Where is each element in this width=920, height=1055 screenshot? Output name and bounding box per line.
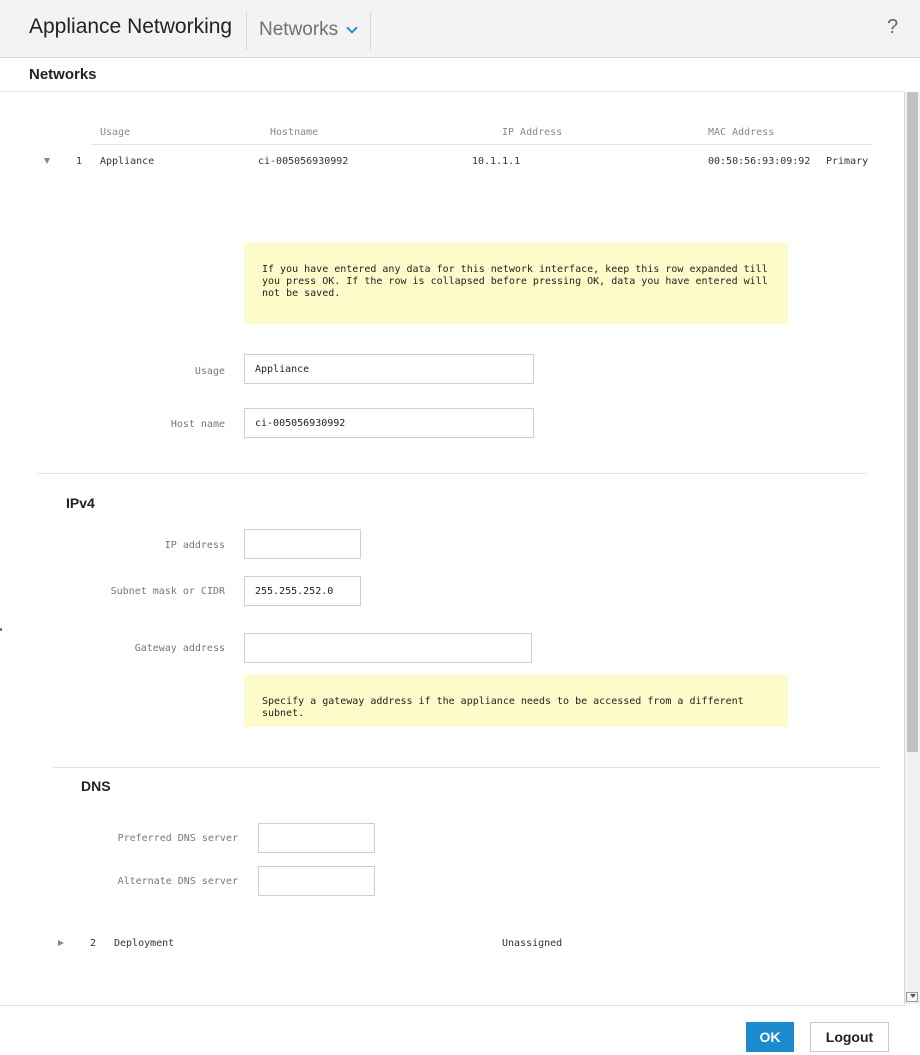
hostname-input[interactable] (244, 408, 534, 438)
gateway-address-input[interactable] (244, 633, 532, 663)
row-index: 1 (76, 156, 83, 167)
page-title: Networks (29, 66, 97, 83)
row-usage[interactable]: Appliance (100, 156, 155, 167)
row-mac-address: 00:50:56:93:09:92 (708, 156, 811, 167)
usage-input[interactable] (244, 354, 534, 384)
row-usage[interactable]: Deployment (114, 938, 175, 949)
row-hostname: ci-005056930992 (258, 156, 349, 167)
primary-badge: Primary (826, 156, 869, 167)
section-divider (0, 91, 905, 92)
ip-address-input[interactable] (244, 529, 361, 559)
ok-button[interactable]: OK (746, 1022, 794, 1052)
expand-row-icon[interactable] (58, 940, 64, 946)
ipv4-heading: IPv4 (66, 495, 95, 511)
header-divider (246, 12, 247, 50)
row-status: Unassigned (502, 938, 563, 949)
section-divider (38, 473, 866, 474)
alternate-dns-label: Alternate DNS server (117, 876, 238, 887)
column-header-mac-address: MAC Address (708, 127, 775, 138)
scroll-down-arrow-icon[interactable] (906, 992, 918, 1002)
dns-heading: DNS (81, 778, 111, 794)
help-button[interactable]: ? (887, 16, 899, 38)
app-title: Appliance Networking (29, 15, 233, 38)
gateway-address-label: Gateway address (134, 643, 225, 654)
subnet-mask-label: Subnet mask or CIDR (110, 586, 225, 597)
subnet-mask-input[interactable] (244, 576, 361, 606)
logout-button[interactable]: Logout (810, 1022, 889, 1052)
header-divider (370, 12, 371, 50)
footer-divider (0, 1005, 905, 1006)
vertical-scrollbar[interactable] (904, 92, 920, 1004)
section-divider (53, 767, 880, 768)
chevron-down-icon (347, 22, 358, 33)
gateway-hint-note: Specify a gateway address if the appliance needs to be accessed from a different subnet. (244, 675, 788, 727)
column-header-usage: Usage (100, 127, 131, 138)
preferred-dns-input[interactable] (258, 823, 375, 853)
column-header-ip-address: IP Address (502, 127, 563, 138)
unsaved-data-note: If you have entered any data for this network interface, keep this row expanded till you press OK. If the row is collapsed before pressing OK, data you have entered will not be saved. (244, 243, 788, 324)
row-index: 2 (90, 938, 97, 949)
collapse-row-icon[interactable] (44, 158, 50, 164)
preferred-dns-label: Preferred DNS server (117, 833, 238, 844)
row-ip-address: 10.1.1.1 (472, 156, 521, 167)
alternate-dns-input[interactable] (258, 866, 375, 896)
hostname-label: Host name (170, 419, 225, 430)
edge-marker (0, 628, 2, 631)
nav-dropdown-label: Networks (259, 19, 339, 40)
table-header-rule (92, 144, 872, 145)
scrollbar-thumb[interactable] (907, 92, 918, 752)
usage-label: Usage (194, 366, 225, 377)
top-bar (0, 0, 920, 58)
column-header-hostname: Hostname (270, 127, 319, 138)
ip-address-label: IP address (164, 540, 225, 551)
networks-nav-dropdown[interactable] (259, 19, 356, 41)
